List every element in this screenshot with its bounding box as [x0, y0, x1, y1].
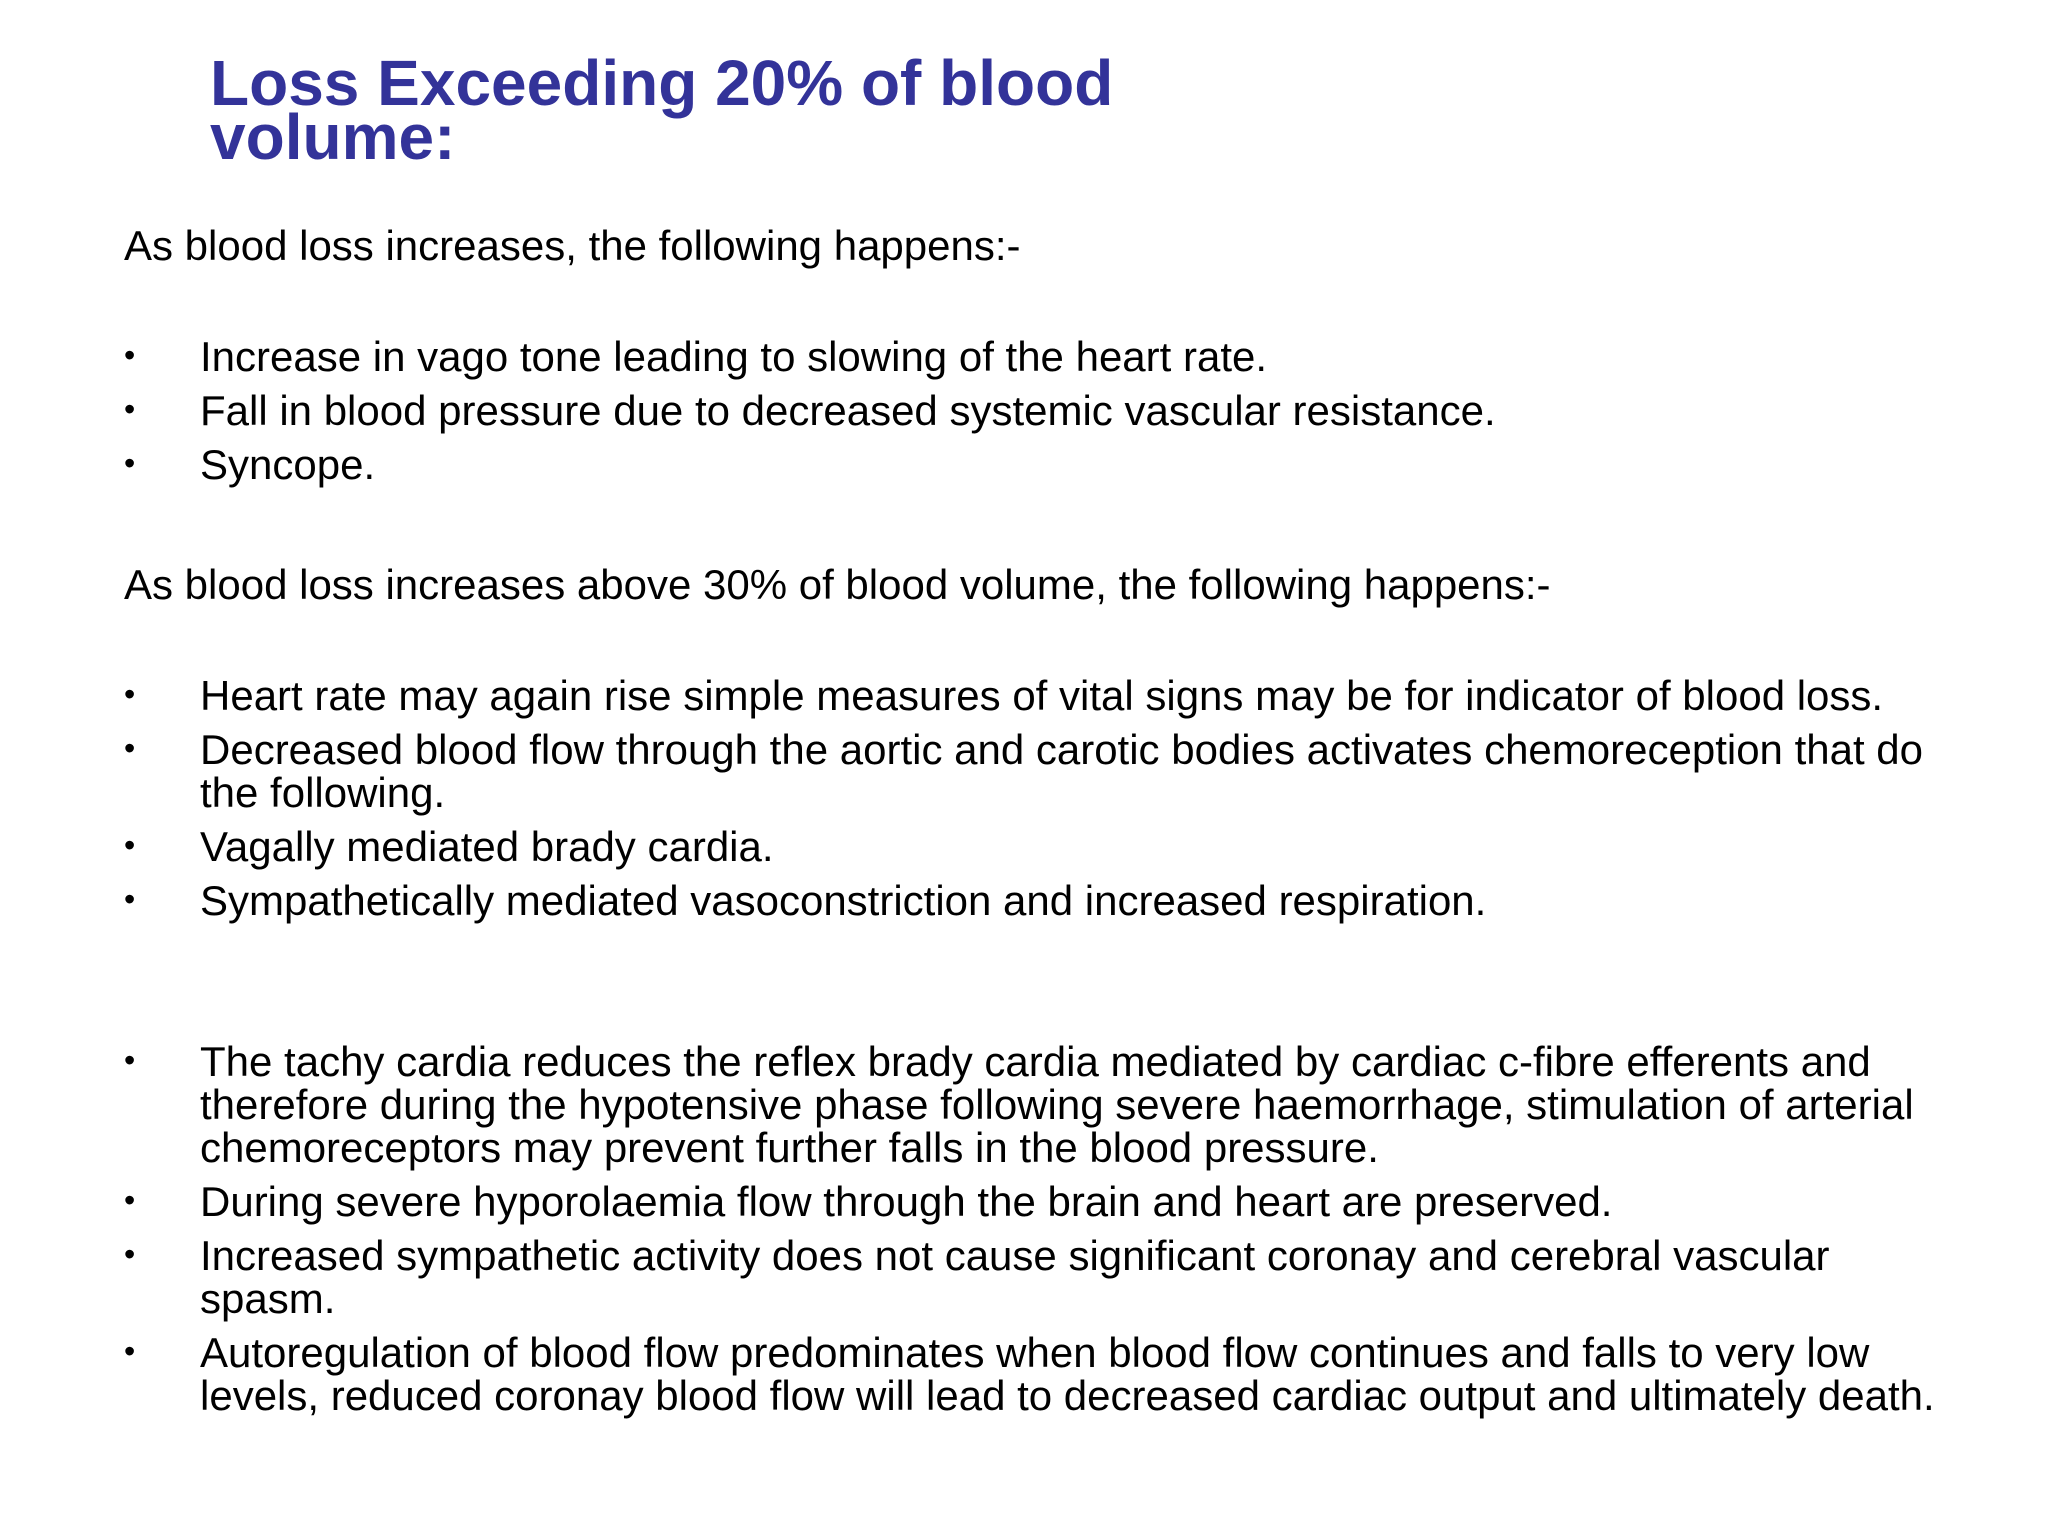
list-item: • The tachy cardia reduces the reflex brady cardia mediated by cardiac c-fibre efferents and therefore during the hypotensive phase following severe haemorrhage, stimulation of arterial chemoreceptors may prevent further falls in the blood pressure.	[124, 1038, 1914, 1171]
bullet-list-3	[124, 1040, 1964, 1428]
intro-paragraph-2: As blood loss increases above 30% of blood volume, the following happens:-	[124, 561, 1551, 608]
bullet-icon: •	[124, 881, 136, 917]
bullet-icon: •	[124, 1333, 136, 1369]
bullet-icon: •	[124, 1236, 136, 1272]
bullet-icon: •	[124, 676, 136, 712]
list-item: • Fall in blood pressure due to decreased systemic vascular resistance.	[124, 387, 1496, 434]
list-item: • Syncope.	[124, 441, 376, 488]
list-item: • Increase in vago tone leading to slowing of the heart rate.	[124, 333, 1268, 380]
bullet-icon: •	[124, 1042, 136, 1078]
list-item: • Sympathetically mediated vasoconstriction and increased respiration.	[124, 877, 1487, 924]
bullet-icon: •	[124, 827, 136, 863]
bullet-list-2	[124, 674, 1964, 933]
list-item: • Increased sympathetic activity does not cause significant coronay and cerebral vascular spasm.	[124, 1232, 1830, 1322]
list-item: • Vagally mediated brady cardia.	[124, 823, 774, 870]
list-item: • Heart rate may again rise simple measures of vital signs may be for indicator of blood loss.	[124, 672, 1884, 719]
list-item: • During severe hyporolaemia flow through the brain and heart are preserved.	[124, 1178, 1613, 1225]
bullet-icon: •	[124, 391, 136, 427]
intro-paragraph-1: As blood loss increases, the following happens:-	[124, 222, 1021, 269]
bullet-list-1	[124, 335, 1964, 497]
bullet-icon: •	[124, 730, 136, 766]
slide-title: Loss Exceeding 20% of blood volume:	[210, 47, 1114, 173]
bullet-icon: •	[124, 1182, 136, 1218]
bullet-icon: •	[124, 445, 136, 481]
bullet-icon: •	[124, 337, 136, 373]
list-item: • Autoregulation of blood flow predominates when blood flow continues and falls to very low levels, reduced coronay blood flow will lead to decreased cardiac output and ultimately death.	[124, 1329, 1935, 1419]
list-item: • Decreased blood flow through the aortic and carotic bodies activates chemoreception that do the following.	[124, 726, 1924, 816]
